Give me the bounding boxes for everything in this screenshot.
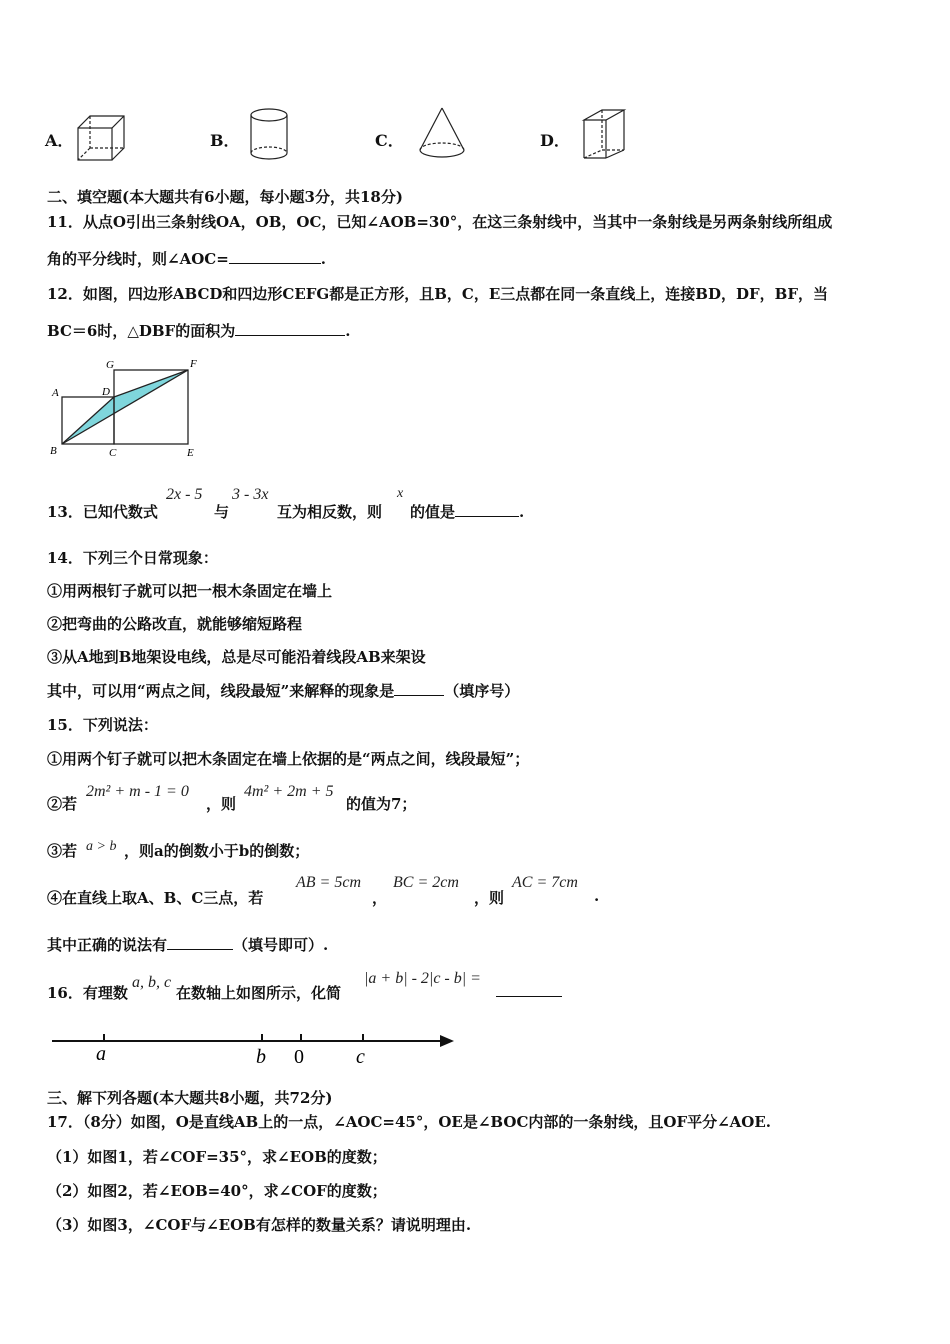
q12-line1: 12．如图，四边形ABCD和四边形CEFG都是正方形，且B，C，E三点都在同一条直线上，连接BD，DF，BF，当 <box>47 285 828 303</box>
q16-number-line <box>50 1028 460 1068</box>
cylinder-icon <box>248 106 290 162</box>
option-c-label: C． <box>375 131 404 150</box>
q13-prefix: 13．已知代数式 <box>47 503 158 521</box>
label-d: D <box>102 386 110 398</box>
q15-item4-mid: ，则 <box>474 889 505 907</box>
label-e: E <box>187 447 194 459</box>
q15-item4-end: . <box>594 887 600 905</box>
q17-part-1: （1）如图1，若∠COF=35°，求∠EOB的度数； <box>47 1148 387 1166</box>
q15-item4-expr3: AC = 7cm <box>512 874 578 891</box>
label-a: A <box>52 387 59 399</box>
q16-mid: 在数轴上如图所示，化简 <box>176 984 342 1002</box>
q17-part-3: （3）如图3，∠COF与∠EOB有怎样的数量关系？请说明理由. <box>47 1216 472 1234</box>
q14-hint: （填序号） <box>444 682 520 700</box>
q15-item3-expr: a > b <box>86 839 117 854</box>
q12-line2 <box>47 320 350 341</box>
q16-expr: |a + b| - 2|c - b| = <box>364 970 481 987</box>
option-d-label: D． <box>540 131 570 150</box>
q15-item2-prefix: ②若 <box>47 795 78 813</box>
section2-heading: 二、填空题(本大题共有6小题，每小题3分，共18分) <box>47 188 403 206</box>
q16-vars: a, b, c <box>132 974 172 991</box>
q11-line1: 11．从点O引出三条射线OA，OB，OC，已知∠AOB=30°，在这三条射线中，当其中一条射线是另两条射线所组成 <box>47 213 833 231</box>
q15-item4-prefix: ④在直线上取A、B、C三点，若 <box>47 889 264 907</box>
axis-label-a: a <box>96 1043 106 1065</box>
q15-item2-suffix: 的值为7； <box>346 795 417 813</box>
q13-suffix: 的值是 <box>410 503 456 521</box>
q13-mid2: 互为相反数，则 <box>277 503 383 521</box>
q15-item4-expr1: AB = 5cm <box>296 874 361 891</box>
q15-question-line <box>47 934 328 955</box>
q15-item2-mid: ，则 <box>206 795 237 813</box>
q11-answer-blank <box>229 249 321 264</box>
q15-question: 其中正确的说法有 <box>47 936 168 954</box>
q15-item4-sep: ， <box>372 889 388 907</box>
q13-suffix-line <box>410 501 524 522</box>
q14-item-1: ①用两根钉子就可以把一根木条固定在墙上 <box>47 582 333 600</box>
q12-figure <box>44 354 214 464</box>
prism-icon <box>580 106 628 162</box>
q14-question-line <box>47 680 519 701</box>
segment-bf <box>62 370 188 444</box>
q17-part-2: （2）如图2，若∠EOB=40°，求∠COF的度数； <box>47 1182 387 1200</box>
q12-end: . <box>345 322 351 340</box>
axis-arrow <box>440 1035 454 1047</box>
label-c: C <box>109 447 117 459</box>
option-b-label: B． <box>210 131 240 150</box>
q12-answer-blank <box>235 321 345 336</box>
q17-stem: 17．（8分）如图，O是直线AB上的一点，∠AOC=45°，OE是∠BOC内部的一条射线，且OF平分∠AOE. <box>47 1113 772 1131</box>
q14-item-2: ②把弯曲的公路改直，就能够缩短路程 <box>47 615 303 633</box>
q15-item2-expr1: 2m² + m - 1 = 0 <box>86 783 189 800</box>
q13-mid: 与 <box>214 503 230 521</box>
section3-heading: 三、解下列各题(本大题共8小题，共72分) <box>47 1089 333 1107</box>
q14-answer-blank <box>394 681 444 696</box>
axis-label-b: b <box>256 1046 266 1068</box>
q15-item4-expr2: BC = 2cm <box>393 874 459 891</box>
segment-bd <box>62 397 114 444</box>
q13-expr2: 3 - 3x <box>232 486 269 503</box>
q13-answer-blank <box>455 502 519 517</box>
cube-icon <box>74 112 128 162</box>
q15-hint: （填号即可）. <box>233 936 329 954</box>
axis-label-c: c <box>356 1046 365 1068</box>
q13-var: x <box>397 486 404 501</box>
cone-icon <box>416 106 468 162</box>
q12-text: BC＝6时，△DBF的面积为 <box>47 322 236 340</box>
q15-item3-prefix: ③若 <box>47 842 78 860</box>
q14-item-3: ③从A地到B地架设电线，总是尽可能沿着线段AB来架设 <box>47 648 426 666</box>
q15-title: 15．下列说法： <box>47 716 158 734</box>
q13-end: . <box>519 503 525 521</box>
q15-answer-blank <box>167 935 233 950</box>
q13-expr1: 2x - 5 <box>166 486 203 503</box>
label-g: G <box>106 359 114 371</box>
q14-title: 14．下列三个日常现象： <box>47 549 218 567</box>
segment-df <box>114 370 188 397</box>
q16-blank-wrap <box>496 982 562 1001</box>
q15-item-1: ①用两个钉子就可以把木条固定在墙上依据的是“两点之间，线段最短”； <box>47 750 530 768</box>
axis-label-zero: 0 <box>294 1046 304 1068</box>
label-f: F <box>190 358 197 370</box>
q16-prefix: 16．有理数 <box>47 984 128 1002</box>
q11-text: 角的平分线时，则∠AOC= <box>47 250 229 268</box>
q11-end: . <box>320 250 327 268</box>
q11-line2 <box>47 248 326 269</box>
q16-answer-blank <box>496 982 562 997</box>
label-b: B <box>50 445 57 457</box>
option-a-label: A． <box>45 131 74 150</box>
q15-item2-expr2: 4m² + 2m + 5 <box>244 783 334 800</box>
q15-item3-suffix: ，则a的倒数小于b的倒数； <box>124 842 310 860</box>
q14-question: 其中，可以用“两点之间，线段最短”来解释的现象是 <box>47 682 395 700</box>
